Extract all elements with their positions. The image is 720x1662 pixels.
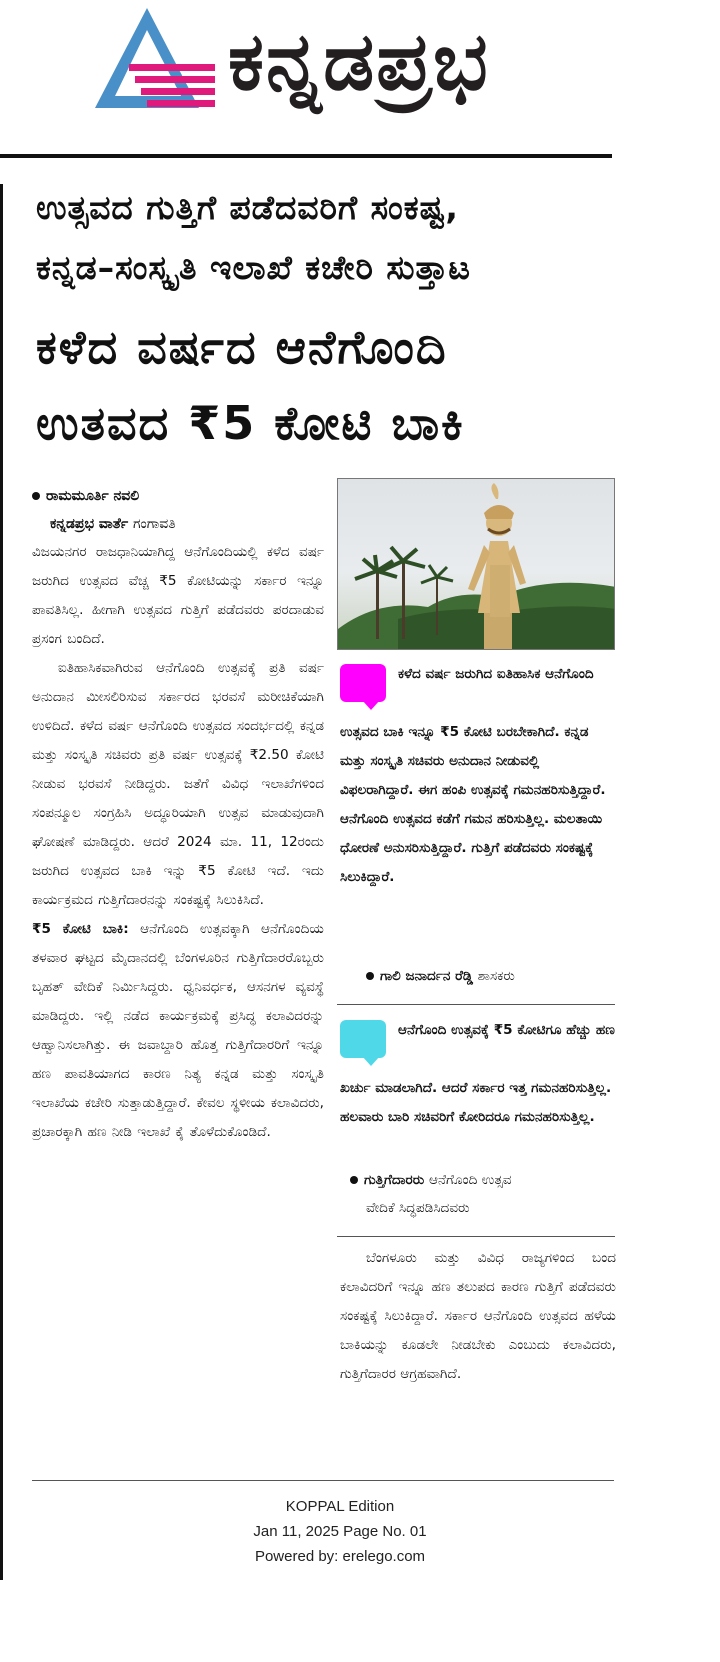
kannadaprabha-logo [95, 8, 217, 116]
right-column-paragraph: ಬೆಂಗಳೂರು ಮತ್ತು ವಿವಿಧ ರಾಜ್ಯಗಳಿಂದ ಬಂದ ಕಲಾವಿದರಿಗೆ ಇನ್ನೂ ಹಣ ತಲುಪದ ಕಾರಣ ಗುತ್ತಿಗೆ ಪಡೆದವರು ಸಂಕಷ್ಟಕ್ಕೆ ಸಿಲುಕಿದ್ದಾರೆ. ಸರ್ಕಾರ ಆನೆಗೊಂದಿ ಉತ್ಸವದ ಹಳೆಯ ಬಾಕಿಯನ್ನು ಕೂಡಲೇ ನೀಡಬೇಕು ಎಂಬುದು ಕಲಾವಿದರು, ಗುತ್ತಿಗೆದಾರರ ಆಗ್ರಹವಾಗಿದೆ. [340, 1250, 616, 1382]
kicker-line-2: ಕನ್ನಡ–ಸಂಸ್ಕೃತಿ ಇಲಾಖೆ ಕಚೇರಿ ಸುತ್ತಾಟ [36, 248, 471, 287]
quote-1-lead: ಕಳೆದ ವರ್ಷ ಜರುಗಿದ ಐತಿಹಾಸಿಕ ಆನೆಗೊಂದಿ [398, 666, 594, 682]
quote-divider [337, 1004, 615, 1005]
quote-2-role-line-2: ವೇದಿಕೆ ಸಿದ್ಧಪಡಿಸಿದವರು [366, 1200, 470, 1216]
article-body [32, 482, 324, 1577]
quote-2-attribution: ಗುತ್ತಿಗೆದಾರರು ಆನೆಗೊಂದಿ ಉತ್ಸವ [350, 1172, 512, 1188]
kicker-line-1: ಉತ್ಸವದ ಗುತ್ತಿಗೆ ಪಡೆದವರಿಗೆ ಸಂಕಷ್ಟ, [36, 188, 459, 227]
dateline-place: ಗಂಗಾವತಿ [132, 516, 176, 532]
masthead-divider [0, 154, 612, 158]
article-subhead: ₹5 ಕೋಟಿ ಬಾಕಿ: [32, 921, 129, 937]
bullet-icon [32, 492, 40, 500]
byline-author: ರಾಮಮೂರ್ತಿ ನವಲಿ [32, 482, 324, 510]
left-border-rule [0, 184, 3, 1580]
edition-name: KOPPAL Edition [285, 1498, 395, 1515]
quote-1-role: ಶಾಸಕರು [477, 968, 515, 984]
article-paragraph-2: ಐತಿಹಾಸಿಕವಾಗಿರುವ ಆನೆಗೊಂದಿ ಉತ್ಸವಕ್ಕೆ ಪ್ರತಿ ವರ್ಷ ಅನುದಾನ ಮೀಸಲಿರಿಸುವ ಸರ್ಕಾರದ ಭರವಸೆ ಮರೀಚಿಕೆಯಾಗಿ ಉಳಿದಿದೆ. ಕಳೆದ ವರ್ಷ ಆನೆಗೊಂದಿ ಉತ್ಸವದ ಸಂದರ್ಭದಲ್ಲಿ ಕನ್ನಡ ಮತ್ತು ಸಂಸ್ಕೃತಿ ಸಚಿವರು ಪ್ರತಿ ವರ್ಷ ಉತ್ಸವಕ್ಕೆ ₹2.50 ಕೋಟಿ ನೀಡುವ ಭರವಸೆ ನೀಡಿದ್ದರು. ಜತೆಗೆ ವಿವಿಧ ಇಲಾಖೆಗಳಿಂದ ಸಂಪನ್ಮೂಲ ಸಂಗ್ರಹಿಸಿ ಅದ್ಧೂರಿಯಾಗಿ ಉತ್ಸವ ಮಾಡುವುದಾಗಿ ಘೋಷಣೆ ಮಾಡಿದ್ದರು. ಆದರೆ 2024 ಮಾ. 11, 12ರಂದು ಜರುಗಿದ ಉತ್ಸವದ ಬಾಕಿ ಇನ್ನು ₹5 ಕೋಟಿ ಇದೆ. ಇದು ಕಾರ್ಯಕ್ರಮದ ಗುತ್ತಿಗೆದಾರನನ್ನು ಸಂಕಷ್ಟಕ್ಕೆ ಸಿಲುಕಿಸಿದೆ. [32, 660, 324, 908]
quote-2-lead: ಆನೆಗೊಂದಿ ಉತ್ಸವಕ್ಕೆ ₹5 ಕೋಟಿಗೂ ಹೆಚ್ಚು ಹಣ [398, 1022, 615, 1038]
quote-1-body: ಉತ್ಸವದ ಬಾಕಿ ಇನ್ನೂ ₹5 ಕೋಟಿ ಬರಬೇಕಾಗಿದೆ. ಕನ್ನಡ ಮತ್ತು ಸಂಸ್ಕೃತಿ ಸಚಿವರು ಅನುದಾನ ನೀಡುವಲ್ಲಿ ವಿಫಲರಾಗಿದ್ದಾರೆ. ಈಗ ಹಂಪಿ ಉತ್ಸವಕ್ಕೆ ಗಮನಹರಿಸುತ್ತಿದ್ದಾರೆ. ಆನೆಗೊಂದಿ ಉತ್ಸವದ ಕಡೆಗೆ ಗಮನ ಹರಿಸುತ್ತಿಲ್ಲ. ಮಲತಾಯಿ ಧೋರಣೆ ಅನುಸರಿಸುತ್ತಿದ್ದಾರೆ. ಗುತ್ತಿಗೆ ಪಡೆದವರು ಸಂಕಷ್ಟಕ್ಕೆ ಸಿಲುಕಿದ್ದಾರೆ. [340, 724, 606, 885]
bullet-icon [350, 1176, 358, 1184]
speech-bubble-icon [340, 1020, 386, 1058]
brand-name: ಕನ್ನಡಪ್ರಭ [228, 15, 490, 108]
statue-photo [337, 478, 615, 650]
masthead [0, 0, 720, 160]
bullet-icon [366, 972, 374, 980]
footer-divider [32, 1480, 614, 1481]
statue-illustration [338, 479, 615, 650]
edition-footer [0, 1494, 680, 1569]
edition-date-page: Jan 11, 2025 Page No. 01 [253, 1523, 427, 1540]
speech-bubble-icon [340, 664, 386, 702]
article-paragraph-3: ₹5 ಕೋಟಿ ಬಾಕಿ: ಆನೆಗೊಂದಿ ಉತ್ಸವಕ್ಕಾಗಿ ಆನೆಗೊಂದಿಯ ತಳವಾರ ಘಟ್ಟದ ಮೈದಾನದಲ್ಲಿ ಬೆಂಗಳೂರಿನ ಗುತ್ತಿಗೆದಾರರೊಬ್ಬರು ಬೃಹತ್ ವೇದಿಕೆ ನಿರ್ಮಿಸಿದ್ದರು. ಧ್ವನಿವರ್ಧಕ, ಆಸನಗಳ ವ್ಯವಸ್ಥೆ ಮಾಡಿದ್ದರು. ಇಲ್ಲಿ ನಡೆದ ಕಾರ್ಯಕ್ರಮಕ್ಕೆ ಪ್ರಸಿದ್ಧ ಕಲಾವಿದರನ್ನು ಆಹ್ವಾನಿಸಲಾಗಿತ್ತು. ಈ ಜವಾಬ್ದಾರಿ ಹೊತ್ತ ಗುತ್ತಿಗೆದಾರರಿಗೆ ಇನ್ನೂ ಹಣ ಪಾವತಿಯಾಗದ ಕಾರಣ ನಿತ್ಯ ಕನ್ನಡ ಮತ್ತು ಸಂಸ್ಕೃತಿ ಇಲಾಖೆಯ ಕಚೇರಿ ಸುತ್ತಾಡುತ್ತಿದ್ದಾರೆ. ಕೇವಲ ಸ್ಥಳೀಯ ಕಲಾವಿದರು, ಪ್ರಚಾರಕ್ಕಾಗಿ ಹಣ ನೀಡಿ ಇಲಾಖೆ ಕೈ ತೊಳೆದುಕೊಂಡಿದೆ. [32, 921, 324, 1140]
article-paragraph-1: ವಿಜಯನಗರ ರಾಜಧಾನಿಯಾಗಿದ್ದ ಆನೆಗೊಂದಿಯಲ್ಲಿ ಕಳೆದ ವರ್ಷ ಜರುಗಿದ ಉತ್ಸವದ ವೆಚ್ಚ ₹5 ಕೋಟಿಯನ್ನು ಸರ್ಕಾರ ಇನ್ನೂ ಪಾವತಿಸಿಲ್ಲ. ಹೀಗಾಗಿ ಉತ್ಸವದ ಗುತ್ತಿಗೆ ಪಡೆದವರು ಪರದಾಡುವ ಪ್ರಸಂಗ ಬಂದಿದೆ. [32, 544, 324, 647]
quote-2-role: ಆನೆಗೊಂದಿ ಉತ್ಸವ [428, 1172, 512, 1188]
byline-agency: ಕನ್ನಡಪ್ರಭ ವಾರ್ತೆ ಗಂಗಾವತಿ [50, 516, 176, 532]
main-headline-line-2: ಉತವದ ₹5 ಕೋಟಿ ಬಾಕಿ [36, 396, 465, 450]
main-headline-line-1: ಕಳೆದ ವರ್ಷದ ಆನೆಗೊಂದಿ [36, 320, 448, 374]
quote-divider [337, 1236, 615, 1237]
quote-2-body: ಖರ್ಚು ಮಾಡಲಾಗಿದೆ. ಆದರೆ ಸರ್ಕಾರ ಇತ್ತ ಗಮನಹರಿಸುತ್ತಿಲ್ಲ. ಹಲವಾರು ಬಾರಿ ಸಚಿವರಿಗೆ ಕೋರಿದರೂ ಗಮನಹರಿಸುತ್ತಿಲ್ಲ. [340, 1080, 612, 1125]
powered-by: Powered by: erelego.com [254, 1548, 426, 1565]
quote-1-attribution: ಗಾಲಿ ಜನಾರ್ದನ ರೆಡ್ಡಿ ಶಾಸಕರು [366, 968, 515, 984]
